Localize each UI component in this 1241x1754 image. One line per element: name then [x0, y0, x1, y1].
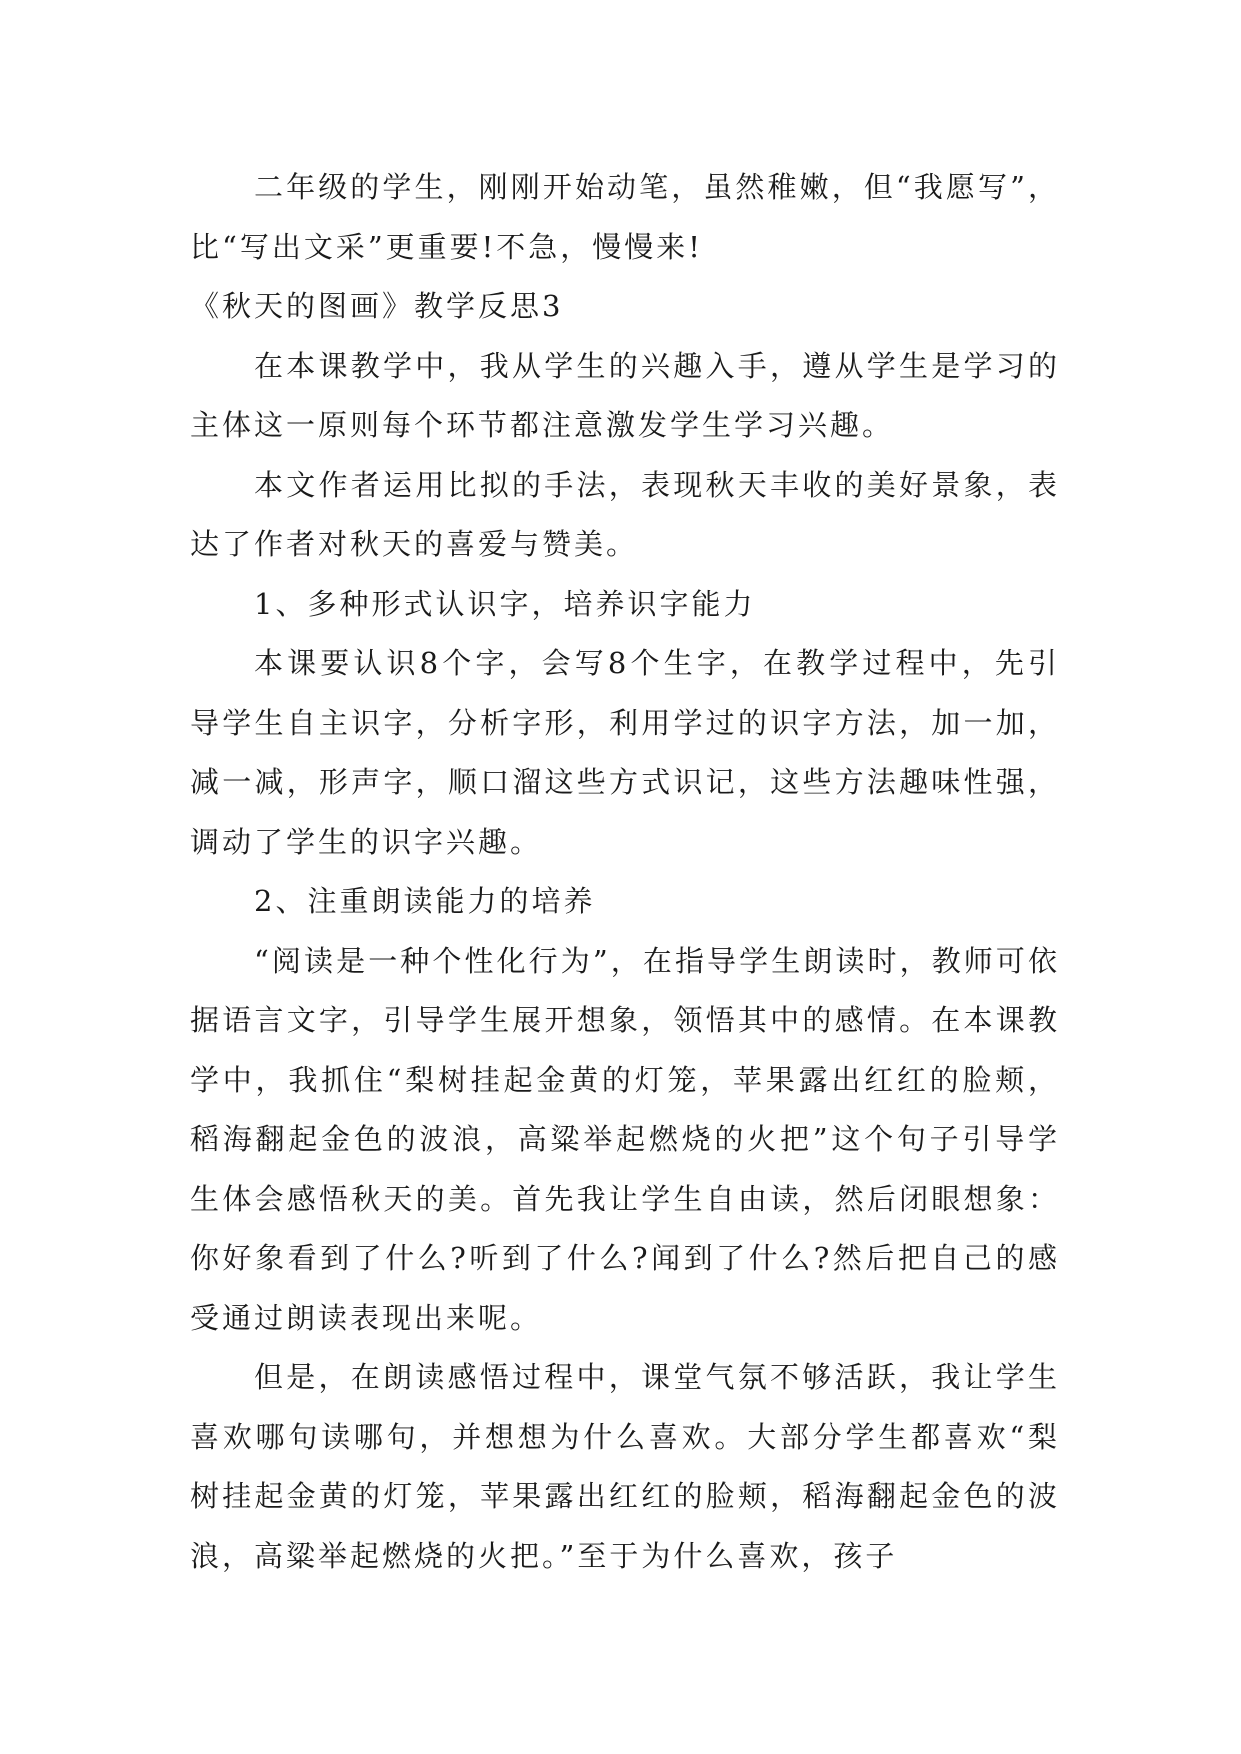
paragraph-intro: 二年级的学生，刚刚开始动笔，虽然稚嫩，但“我愿写”，比“写出文采”更重要!不急，慢慢来! — [190, 170, 1060, 264]
paragraph-reflection: 但是，在朗读感悟过程中，课堂气氛不够活跃，我让学生喜欢哪句读哪句，并想想为什么喜欢。大部分学生都喜欢“梨树挂起金黄的灯笼，苹果露出红红的脸颊，稻海翻起金色的波浪，高粱举起燃烧的火把。”至于为什么喜欢，孩子 — [190, 1360, 1060, 1573]
paragraph-reading: “阅读是一种个性化行为”，在指导学生朗读时，教师可依据语言文字，引导学生展开想象，领悟其中的感情。在本课教学中，我抓住“梨树挂起金黄的灯笼，苹果露出红红的脸颊，稻海翻起金色的波浪，高粱举起燃烧的火把”这个句子引导学生体会感悟秋天的美。首先我让学生自由读，然后闭眼想象：你好象看到了什么?听到了什么?闻到了什么?然后把自己的感受通过朗读表现出来呢。 — [190, 943, 1060, 1335]
paragraph-summary: 本文作者运用比拟的手法，表现秋天丰收的美好景象，表达了作者对秋天的喜爱与赞美。 — [190, 467, 1060, 561]
paragraph-literacy: 本课要认识8个字，会写8个生字，在教学过程中，先引导学生自主识字，分析字形，利用学过的识字方法，加一加，减一减，形声字，顺口溜这些方式识记，这些方法趣味性强，调动了学生的识字兴趣。 — [190, 646, 1060, 859]
subheading-reading: 2、注重朗读能力的培养 — [254, 884, 596, 918]
paragraph-approach: 在本课教学中，我从学生的兴趣入手，遵从学生是学习的主体这一原则每个环节都注意激发学生学习兴趣。 — [190, 348, 1060, 442]
subheading-literacy: 1、多种形式认识字，培养识字能力 — [254, 586, 756, 621]
section-title: 《秋天的图画》教学反思3 — [190, 289, 564, 323]
document-body — [190, 158, 1060, 1586]
